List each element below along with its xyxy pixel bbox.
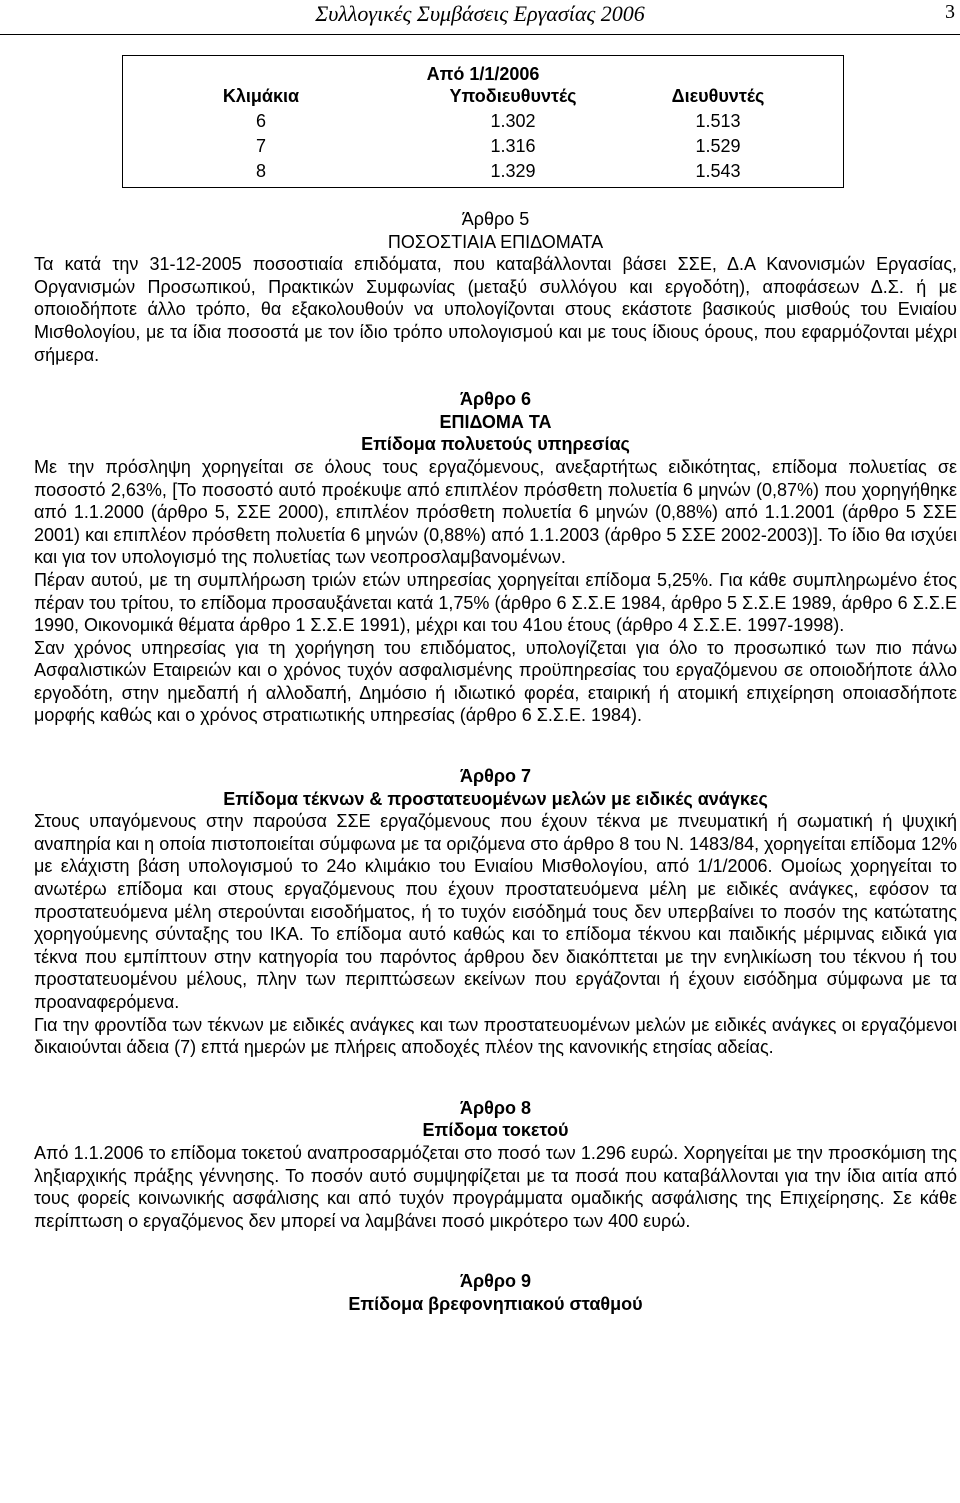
table-cell: 1.302: [490, 111, 536, 131]
salary-table: [122, 55, 844, 188]
table-cell: 1.329: [490, 161, 536, 181]
paragraph: Από 1.1.2006 το επίδομα τοκετού αναπροσαρμόζεται στο ποσό των 1.296 ευρώ. Χορηγείται με την προσκόμιση της ληξιαρχικής πράξης γέννησης. Το ποσόν αυτό συμψηφίζεται με τα ποσά που καταβάλλονται για την ίδια αιτία από τους φορείς κοινωνικής ασφάλισης και από τυχόν προγράμματα ομαδικής ασφάλισης της Επιχείρησης. Σε κάθε περίπτωση ο εργαζόμενος δεν μπορεί να λαμβάνει ποσό μικρότερο των 400 ευρώ.: [34, 1142, 957, 1231]
article-heading: Άρθρο 8: [459, 1097, 531, 1118]
spacer: [34, 1059, 957, 1097]
article-heading: Άρθρο 9: [459, 1271, 531, 1292]
paragraph: Για την φροντίδα των τέκνων με ειδικές ανάγκες και των προστατευομένων μελών με ειδικές ανάγκες οι εργαζόμενοι δικαιούνται άδεια (7) επτά ημερών με πλήρεις αποδοχές πλέον της κανονικής ετησίας αδείας.: [34, 1014, 957, 1058]
article-9: [34, 1270, 957, 1315]
table-title: Από 1/1/2006: [426, 64, 540, 84]
article-title: ΠΟΣΟΣΤΙΑΙΑ ΕΠΙΔΟΜΑΤΑ: [387, 231, 604, 252]
article-8: [34, 1097, 957, 1233]
column-header: Διευθυντές: [671, 86, 765, 106]
table-cell: 1.513: [695, 111, 741, 131]
table-cell: 1.529: [695, 136, 741, 156]
paragraph: Σαν χρόνος υπηρεσίας για τη χορήγηση του επιδόματος, υπολογίζεται για όλο το προσωπικό των πιο πάνω Ασφαλιστικών Εταιρειών και ο χρόνος τυχόν ασφαλισμένης προϋπηρεσίας του εργαζόμενου σε οποιοδήποτε άλλο εργοδότη, στην ημεδαπή ή αλλοδαπή, Δημόσιο ή ιδιωτικό φορέα, εταιρική ή ατομική επιχείρηση οποιασδήποτε μορφής καθώς και ο χρόνος στρατιωτικής υπηρεσίας (άρθρο 6 Σ.Σ.Ε. 1984).: [34, 637, 957, 726]
article-6: [34, 388, 957, 727]
spacer: [34, 366, 957, 388]
paragraph: Στους υπαγόμενους στην παρούσα ΣΣΕ εργαζόμενους που έχουν τέκνα με πνευματική ή σωματική ή ψυχική αναπηρία και η οποία πιστοποιείται σύμφωνα με τα οριζόμενα στο άρθρο 8 του Ν. 1483/84, χορηγείται επίδομα 12% με ελάχιστη βάση υπολογισμού το 24ο κλιμάκιο του Ενιαίου Μισθολογίου, από 1/1/2006. Ομοίως χορηγείται το ανωτέρω επίδομα και στους εργαζόμενους που έχουν προστατευόμενα μέλη με ειδικές ανάγκες, εφόσον τα προστατευόμενα μέλη στερούνται εισοδήματος, ή το τυχόν εισόδημά τους δεν υπερβαίνει το ποσόν της κατώτατης χορηγούμενης σύνταξης του ΙΚΑ. Το επίδομα αυτό καθώς και το επίδομα τέκνου και παιδικής μέριμνας ειδικά για τέκνα που εμπίπτουν στην κατηγορία του παρόντος άρθρου δεν διακόπτεται με την ενηλικίωση του τέκνου ή του προστατευομένου μέλους, πλην των περιπτώσεων εκείνων που εργάζονται ή έχουν εισόδημα σύμφωνα με τα προαναφερόμενα.: [34, 811, 957, 1012]
table-cell: 7: [255, 136, 266, 156]
column-header: Υποδιευθυντές: [449, 86, 577, 106]
paragraph: Με την πρόσληψη χορηγείται σε όλους τους εργαζόμενους, ανεξαρτήτως ειδικότητας, επίδομα πολυετίας σε ποσοστό 2,63%, [Το ποσοστό αυτό προέκυψε από επιπλέον πρόσθετη πολυετία 6 μηνών (0,87%) που χορηγήθηκε από 1.1.2000 (άρθρο 5, ΣΣΕ 2000), επιπλέον πρόσθετη πολυετία 6 μηνών (0,88%) από 1.1.2001 (άρθρο 5 ΣΣΕ 2001) και επιπλέον πρόσθετη πολυετία 6 μηνών (0,88%) από 1.1.2003 (άρθρο 5 ΣΣΕ 2002-2003)]. Το ίδιο θα ισχύει και για τον υπολογισμό της πολυετίας των νεοπροσλαμβανομένων.: [34, 456, 957, 568]
article-title: ΕΠΙΔΟΜΑ ΤΑ: [439, 411, 552, 432]
page-header: [0, 0, 960, 35]
table-row: [123, 135, 843, 160]
article-5: [34, 208, 957, 366]
table-cell: 8: [255, 161, 266, 181]
article-7: [34, 765, 957, 1059]
document-body: [34, 208, 957, 1316]
article-title: Επίδομα βρεφονηπιακού σταθμού: [348, 1293, 643, 1314]
article-heading: Άρθρο 6: [459, 389, 531, 410]
paragraph: Πέραν αυτού, με τη συμπλήρωση τριών ετών υπηρεσίας χορηγείται επίδομα 5,25%. Για κάθε συμπληρωμένο έτος πέραν του τρίτου, το επίδομα προσαυξάνεται κατά 1,75% (άρθρο 6 Σ.Σ.Ε 1984, άρθρο 5 Σ.Σ.Ε 1989, άρθρο 6 Σ.Σ.Ε 1990, Οικονομικά θέματα άρθρο 1 Σ.Σ.Ε 1991), μέχρι και του 41ου έτους (άρθρο 4 Σ.Σ.Ε. 1997-1998).: [34, 569, 957, 636]
table-cell: 1.543: [695, 161, 741, 181]
table-row: [123, 160, 843, 185]
table-header-row: [123, 85, 843, 110]
paragraph: Τα κατά την 31-12-2005 ποσοστιαία επιδόματα, που καταβάλλονται βάσει ΣΣΕ, Δ.Α Κανονισμών Εργασίας, Οργανισμών Προσωπικού, Πρακτικών Συμφωνίας (μεταξύ συλλόγου και εργοδότη), αποφάσεων Δ.Σ. ή με οποιοδήποτε άλλο τρόπο, θα εξακολουθούν να υπολογίζονται στους εκάστοτε βασικούς μισθούς του Ενιαίου Μισθολογίου, με τα ίδια ποσοστά με τον ίδιο τρόπο υπολογισμού και με τους ίδιους όρους, που εφαρμόζονται μέχρι σήμερα.: [34, 254, 957, 365]
page-number: 3: [945, 1, 955, 23]
column-header: Κλιμάκια: [222, 86, 300, 106]
spacer: [34, 727, 957, 765]
article-heading: Άρθρο 7: [459, 766, 531, 787]
document-title: Συλλογικές Συμβάσεις Εργασίας 2006: [315, 1, 645, 26]
article-heading: Άρθρο 5: [461, 209, 530, 229]
article-title: Επίδομα τοκετού: [422, 1120, 569, 1141]
table-row: [123, 110, 843, 135]
table-cell: 1.316: [490, 136, 536, 156]
article-title: Επίδομα τέκνων & προστατευομένων μελών με ειδικές ανάγκες: [223, 788, 768, 809]
article-subtitle: Επίδομα πολυετούς υπηρεσίας: [361, 434, 630, 455]
spacer: [34, 1232, 957, 1270]
table-cell: 6: [255, 111, 266, 131]
